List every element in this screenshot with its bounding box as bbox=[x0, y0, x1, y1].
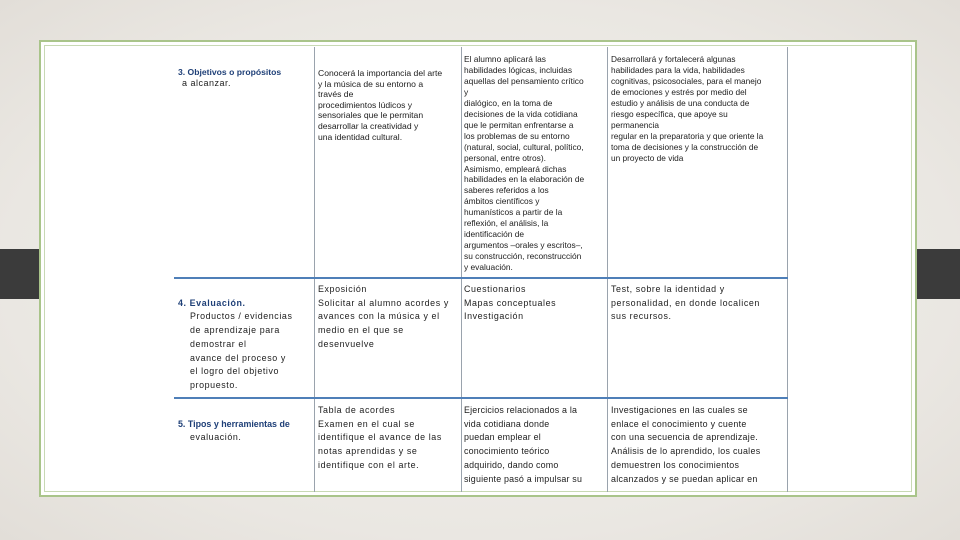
row-objetivos-col1: Conocerá la importancia del arte y la música de su entorno a través de procedimientos lúdicos y sensoriales que le permitan desarrollar la creatividad y una identidad cultural. bbox=[318, 68, 443, 142]
row-objetivos-col3: Desarrollará y fortalecerá algunas habilidades para la vida, habilidades cognitivas, psicosociales, para el manejo de emociones y estrés por medio del estudio y análisis de una conducta de riesgo específica, que apoye su permanencia regular en la preparatoria y que oriente la toma de decisiones y la construcción de un proyecto de vida bbox=[611, 54, 764, 163]
column-divider-4 bbox=[787, 47, 788, 492]
row-objetivos-label bbox=[178, 56, 312, 99]
column-divider-1 bbox=[314, 47, 315, 492]
row-tipos-label bbox=[178, 404, 312, 459]
row-tipos-col3: Investigaciones en las cuales se enlace el conocimiento y cuente con una secuencia de aprendizaje. Análisis de lo aprendido, los cuales demuestren los conocimientos alcanzados y se puedan aplicar en bbox=[611, 405, 761, 484]
row-tipos-col1: Tabla de acordes Examen en el cual se identifique el avance de las notas aprendidas y se identifique con el arte. bbox=[318, 405, 442, 470]
column-divider-2 bbox=[461, 47, 462, 492]
row-tipos-label-sub: evaluación. bbox=[190, 432, 242, 443]
evaluation-table bbox=[174, 47, 788, 492]
row-tipos-col2: Ejercicios relacionados a la vida cotidiana donde puedan emplear el conocimiento teórico adquirido, dando como siguiente pasó a impulsar su bbox=[464, 405, 583, 484]
row-objetivos-col2: El alumno aplicará las habilidades lógicas, incluidas aquellas del pensamiento crítico y dialógico, en la toma de decisiones de la vida cotidiana que le permitan enfrentarse a los problemas de su entorno (natural, social, cultural, político, personal, entre otros). Asimismo, empleará dichas habilidades en la elaboración de saberes referidos a los ámbitos científicos y humanísticos a partir de la reflexión, el análisis, la identificación de argumentos –orales y escritos–, su construcción, reconstrucción y evaluación. bbox=[464, 54, 585, 273]
row-evaluacion-label-title: 4. Evaluación. bbox=[178, 297, 246, 308]
row-evaluacion-label bbox=[178, 283, 312, 406]
column-divider-3 bbox=[607, 47, 608, 492]
row-rule-1 bbox=[174, 277, 788, 279]
row-objetivos-label-sub: a alcanzar. bbox=[182, 78, 232, 89]
row-evaluacion-col1: Exposición Solicitar al alumno acordes y avances con la música y el medio en el que se desenvuelve bbox=[318, 284, 449, 349]
row-evaluacion-col3: Test, sobre la identidad y personalidad, en donde localicen sus recursos. bbox=[611, 284, 760, 322]
row-tipos-label-title: 5. Tipos y herramientas de bbox=[178, 418, 290, 429]
row-evaluacion-label-sub: Productos / evidencias de aprendizaje para demostrar el avance del proceso y el logro del objetivo propuesto. bbox=[190, 311, 293, 390]
row-objetivos-label-title: 3. Objetivos o propósitos bbox=[178, 66, 282, 77]
row-evaluacion-col2: Cuestionarios Mapas conceptuales Investigación bbox=[464, 284, 557, 322]
